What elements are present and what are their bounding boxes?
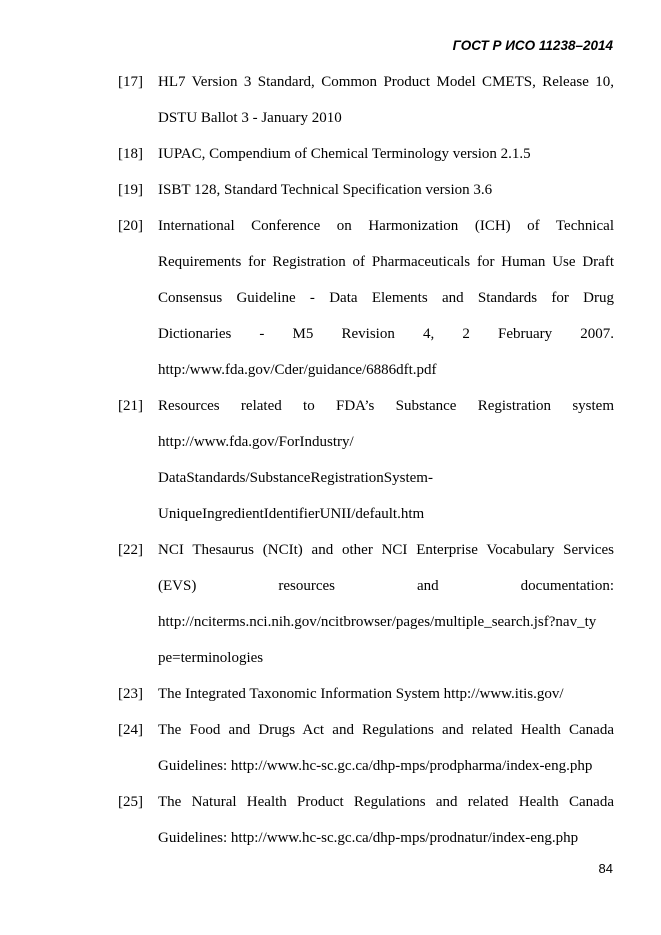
reference-text	[158, 784, 614, 856]
reference-text	[158, 172, 614, 208]
reference-item	[118, 208, 614, 388]
reference-line: The Natural Health Product Regulations and related Health Canada	[158, 794, 614, 810]
reference-item	[118, 64, 614, 136]
reference-line: The Integrated Taxonomic Information System http://www.itis.gov/	[158, 686, 564, 702]
reference-line: http://nciterms.nci.nih.gov/ncitbrowser/pages/multiple_search.jsf?nav_ty	[158, 614, 597, 630]
reference-line: (EVS) resources and documentation:	[158, 578, 614, 594]
reference-number: [19]	[118, 182, 143, 198]
reference-text	[158, 676, 614, 712]
reference-item	[118, 388, 614, 532]
reference-line: Requirements for Registration of Pharmaceuticals for Human Use Draft	[158, 254, 614, 270]
reference-item	[118, 712, 614, 784]
reference-line: Guidelines: http://www.hc-sc.gc.ca/dhp-mps/prodpharma/index-eng.php	[158, 758, 593, 774]
reference-line: pe=terminologies	[158, 650, 264, 666]
reference-text	[158, 532, 614, 676]
reference-line: Resources related to FDA’s Substance Registration system	[158, 398, 614, 414]
reference-item	[118, 532, 614, 676]
reference-line: UniqueIngredientIdentifierUNII/default.htm	[158, 506, 425, 522]
reference-list	[118, 64, 614, 856]
reference-line: IUPAC, Compendium of Chemical Terminology version 2.1.5	[158, 146, 531, 162]
reference-line: http:/www.fda.gov/Cder/guidance/6886dft.pdf	[158, 362, 437, 378]
reference-line: HL7 Version 3 Standard, Common Product Model CMETS, Release 10,	[158, 74, 614, 90]
reference-text	[158, 208, 614, 388]
reference-text	[158, 712, 614, 784]
reference-item	[118, 784, 614, 856]
reference-number: [24]	[118, 722, 143, 738]
reference-line: Consensus Guideline - Data Elements and Standards for Drug	[158, 290, 614, 306]
reference-item	[118, 676, 614, 712]
reference-number: [20]	[118, 218, 143, 234]
reference-text	[158, 388, 614, 532]
reference-line: Guidelines: http://www.hc-sc.gc.ca/dhp-mps/prodnatur/index-eng.php	[158, 830, 579, 846]
reference-text	[158, 64, 614, 136]
document-header: ГОСТ Р ИСО 11238–2014	[452, 38, 613, 53]
reference-number: [25]	[118, 794, 143, 810]
page-number: 84	[598, 861, 613, 876]
reference-line: ISBT 128, Standard Technical Specification version 3.6	[158, 182, 493, 198]
reference-line: Dictionaries - M5 Revision 4, 2 February 2007.	[158, 326, 614, 342]
reference-item	[118, 172, 614, 208]
reference-line: The Food and Drugs Act and Regulations and related Health Canada	[158, 722, 614, 738]
reference-number: [22]	[118, 542, 143, 558]
reference-line: NCI Thesaurus (NCIt) and other NCI Enterprise Vocabulary Services	[158, 542, 614, 558]
reference-line: DataStandards/SubstanceRegistrationSystem-	[158, 470, 433, 486]
reference-line: http://www.fda.gov/ForIndustry/	[158, 434, 354, 450]
reference-line: International Conference on Harmonization (ICH) of Technical	[158, 218, 614, 234]
reference-item	[118, 136, 614, 172]
reference-number: [21]	[118, 398, 143, 414]
reference-text	[158, 136, 614, 172]
reference-number: [18]	[118, 146, 143, 162]
reference-number: [23]	[118, 686, 143, 702]
reference-number: [17]	[118, 74, 143, 90]
reference-line: DSTU Ballot 3 - January 2010	[158, 110, 342, 126]
